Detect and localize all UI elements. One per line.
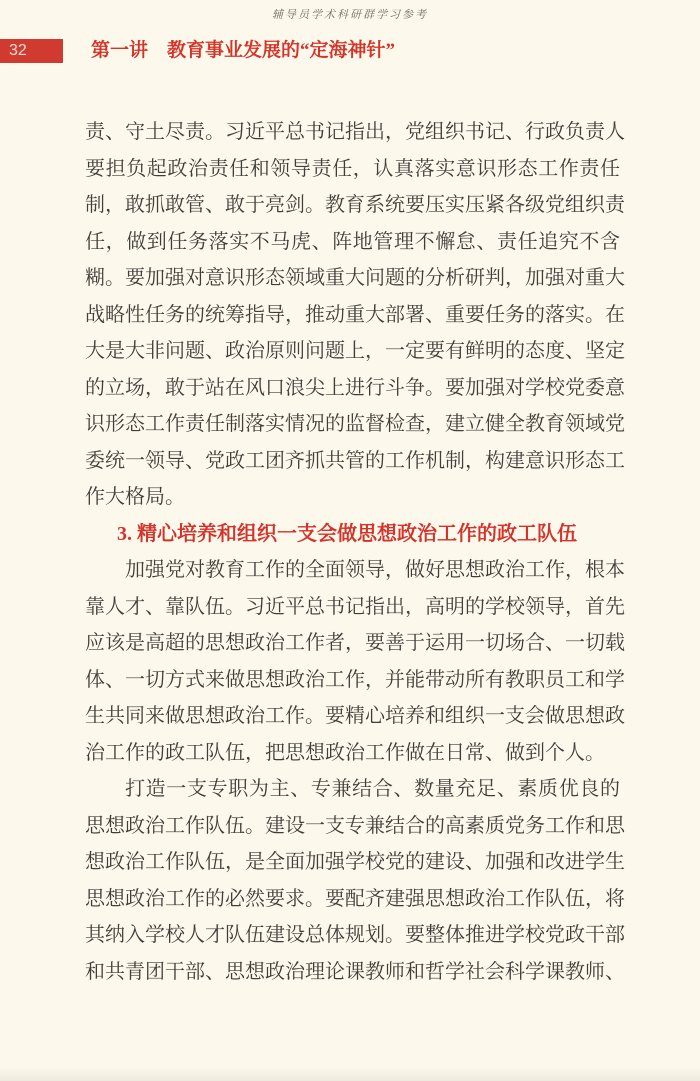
text-line: 思想政治工作的必然要求。要配齐建强思想政治工作队伍，将 [85, 887, 625, 910]
page-number: 32 [9, 42, 27, 59]
text-line: 制，敢抓敢管、敢于亮剑。教育系统要压实压紧各级党组织责 [85, 194, 625, 216]
chapter-title: 第一讲 教育事业发展的“定海神针” [91, 40, 396, 61]
text-line: 责、守土尽责。习近平总书记指出，党组织书记、行政负责人 [85, 121, 625, 143]
section-heading: 3. 精心培养和组织一支会做思想政治工作的政工队伍 [117, 522, 577, 545]
text-line: 糊。要加强对意识形态领域重大问题的分析研判，加强对重大 [85, 267, 625, 289]
text-line: 生共同来做思想政治工作。要精心培养和组织一支会做思想政 [85, 705, 625, 727]
text-line: 要担负起政治责任和领导责任，认真落实意识形态工作责任 [85, 157, 620, 180]
page-header [0, 39, 700, 63]
text-line: 识形态工作责任制落实情况的监督检查，建立健全教育领域党 [85, 413, 625, 435]
text-line: 加强党对教育工作的全面领导，做好思想政治工作，根本 [125, 559, 625, 581]
text-line: 任，做到任务落实不马虎、阵地管理不懈怠、责任追究不含 [85, 230, 620, 253]
page-number-badge [0, 39, 63, 63]
text-line: 靠人才、靠队伍。习近平总书记指出，高明的学校领导，首先 [85, 595, 625, 618]
text-line: 战略性任务的统筹指导，推动重大部署、重要任务的落实。在 [85, 303, 625, 326]
text-line: 和共青团干部、思想政治理论课教师和哲学社会科学课教师、 [85, 960, 625, 983]
text-line: 想政治工作队伍，是全面加强学校党的建设、加强和改进学生 [85, 851, 625, 873]
text-line: 作大格局。 [85, 486, 185, 508]
text-line: 的立场，敢于站在风口浪尖上进行斗争。要加强对学校党委意 [85, 376, 625, 399]
header-notice: 辅导员学术科研群学习参考 [272, 9, 428, 21]
text-line: 其纳入学校人才队伍建设总体规划。要整体推进学校党政干部 [85, 924, 625, 946]
text-line: 体、一切方式来做思想政治工作，并能带动所有教职员工和学 [85, 668, 625, 691]
text-line: 治工作的政工队伍，把思想政治工作做在日常、做到个人。 [85, 741, 605, 764]
text-line: 应该是高超的思想政治工作者，要善于运用一切场合、一切载 [85, 632, 625, 654]
text-line: 委统一领导、党政工团齐抓共管的工作机制，构建意识形态工 [85, 449, 625, 472]
text-line: 打造一支专职为主、专兼结合、数量充足、素质优良的 [125, 778, 620, 800]
text-line: 思想政治工作队伍。建设一支专兼结合的高素质党务工作和思 [85, 814, 625, 837]
text-line: 大是大非问题、政治原则问题上，一定要有鲜明的态度、坚定 [85, 340, 625, 362]
body-text [85, 114, 625, 990]
